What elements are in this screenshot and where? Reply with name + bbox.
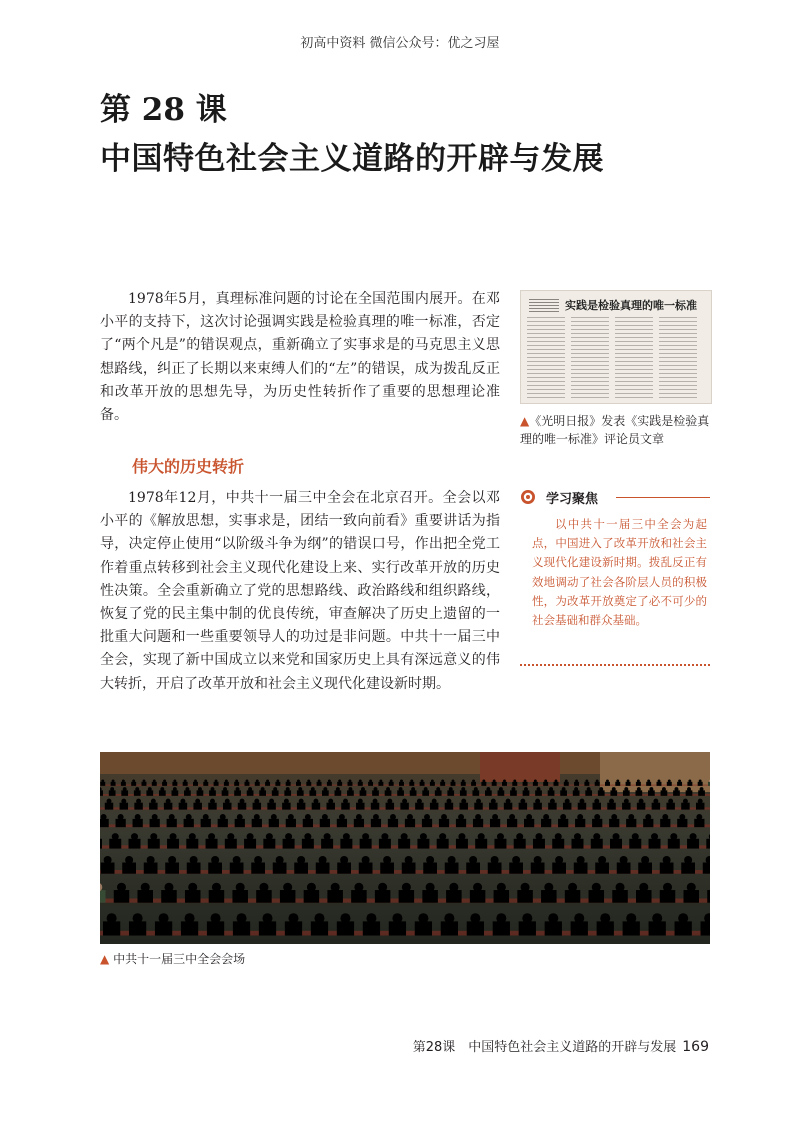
study-focus-divider [520,664,710,666]
newspaper-column [527,317,565,399]
page-footer [413,1036,709,1055]
newspaper-caption-text: 《光明日报》发表《实践是检验真理的唯一标准》评论员文章 [520,414,710,446]
newspaper-column [659,317,697,399]
meeting-hall-illustration [100,752,710,944]
page-header-note: 初高中资料 微信公众号：优之习屋 [300,36,500,51]
newspaper-photo [520,290,712,404]
newspaper-caption [520,412,720,448]
section-heading: 伟大的历史转折 [132,457,245,476]
caption-marker-icon: ▲ [100,952,110,966]
lesson-number: 第 28 课 [100,92,227,128]
footer-lesson-ref: 第28课 中国特色社会主义道路的开辟与发展 [412,1040,677,1055]
target-icon [520,489,536,505]
newspaper-masthead-mark [529,299,559,313]
meeting-caption [100,950,245,968]
newspaper-column [615,317,653,399]
newspaper-headline: 实践是检验真理的唯一标准 [565,299,697,312]
study-focus-rule [616,497,710,498]
meeting-caption-text: 中共十一届三中全会会场 [113,952,246,966]
page-number: 169 [682,1039,709,1055]
study-focus-header [520,488,710,508]
intro-paragraph: 1978年5月，真理标准问题的讨论在全国范围内展开。在邓小平的支持下，这次讨论强调实践是检验真理的唯一标准，否定了“两个凡是”的错误观点，重新确立了实事求是的马克思主义思想路线，纠正了长期以来束缚人们的“左”的错误，成为拨乱反正和改革开放的思想先导，为历史性转折作了重要的思想理论准备。 [100,291,500,424]
study-focus-text: 以中共十一届三中全会为起点，中国进入了改革开放和社会主义现代化建设新时期。拨乱反正有效地调动了社会各阶层人员的积极性，为改革开放奠定了必不可少的社会基础和群众基础。 [532,517,707,628]
newspaper-column [571,317,609,399]
lesson-title: 中国特色社会主义道路的开辟与发展 [100,141,604,177]
caption-marker-icon: ▲ [520,414,530,428]
section-paragraph: 1978年12月，中共十一届三中全会在北京召开。全会以邓小平的《解放思想，实事求是，团结一致向前看》重要讲话为指导，决定停止使用“以阶级斗争为纲”的错误口号，作出把全党工作着重点转移到社会主义现代化建设上来、实行改革开放的历史性决策。全会重新确立了党的思想路线、政治路线和组织路线，恢复了党的民主集中制的优良传统，审查解决了历史上遗留的一批重大问题和一些重要领导人的功过是非问题。中共十一届三中全会，实现了新中国成立以来党和国家历史上具有深远意义的伟大转折，开启了改革开放和社会主义现代化建设新时期。 [100,490,500,692]
study-focus-title: 学习聚焦 [546,492,599,507]
meeting-hall-photo [100,752,710,944]
